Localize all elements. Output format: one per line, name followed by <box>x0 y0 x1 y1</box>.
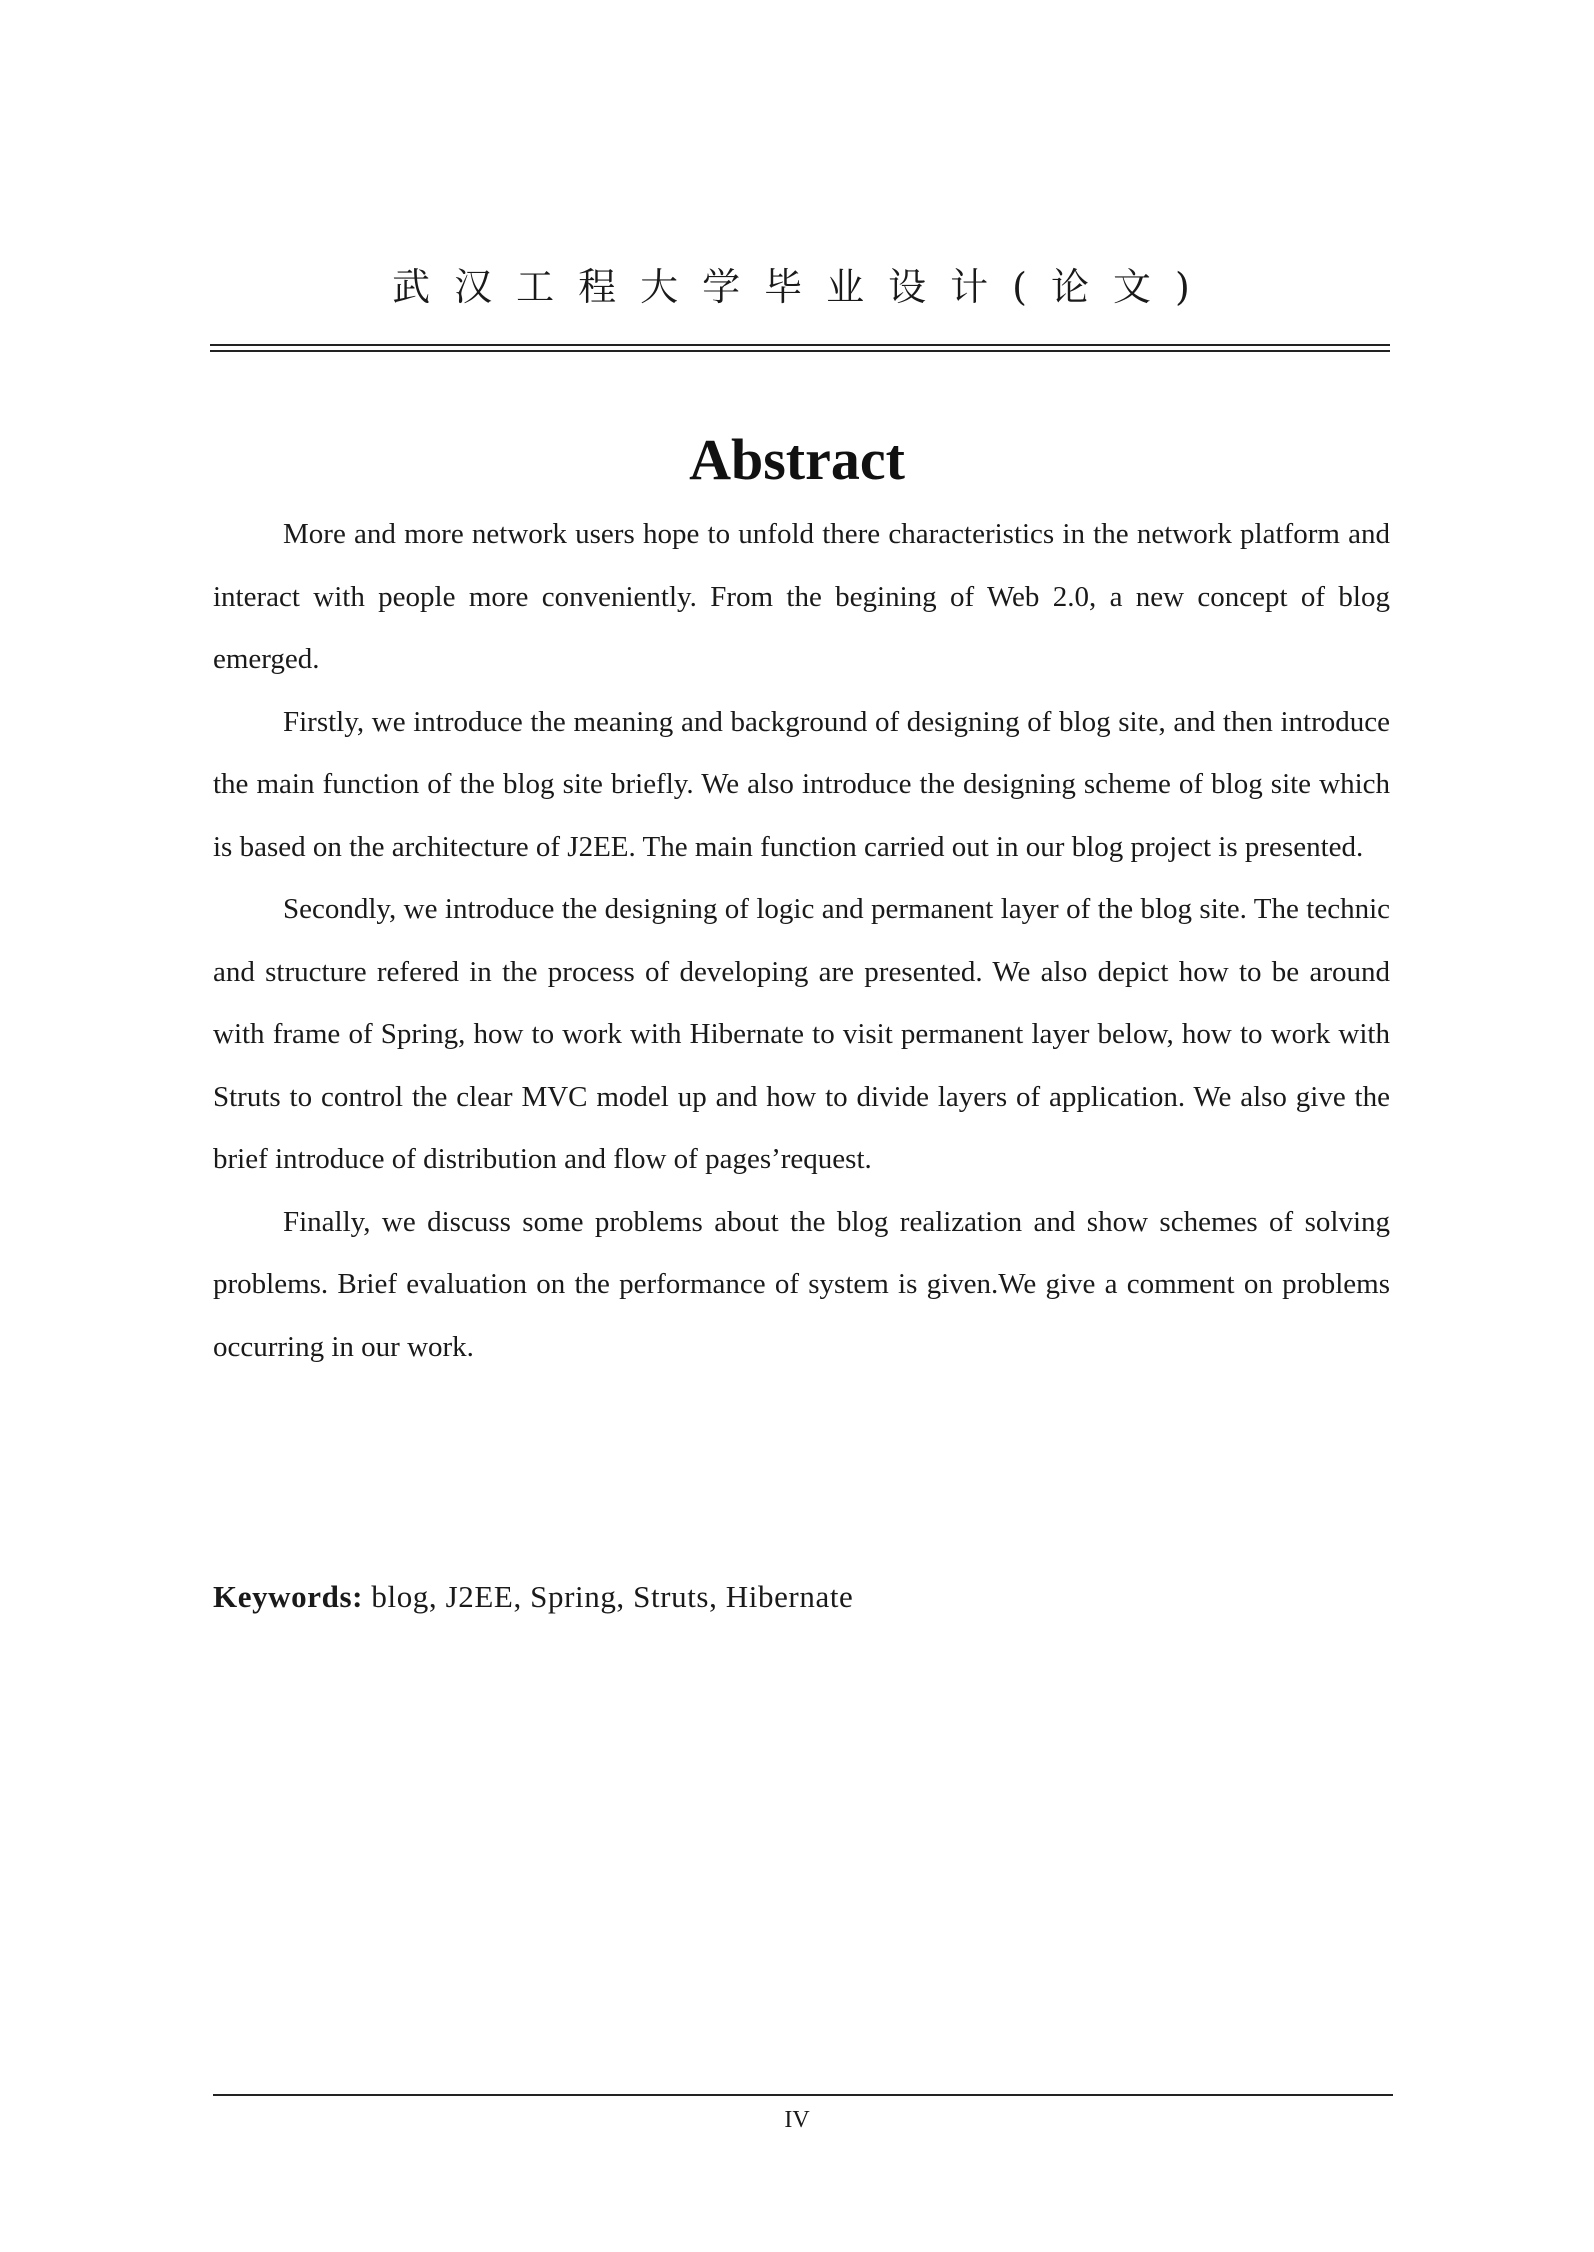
abstract-paragraph-3: Secondly, we introduce the designing of logic and permanent layer of the blog site. The technic and structure refered in the process of developing are presented. We also depict how to be around with frame of Spring, how to work with Hibernate to visit permanent layer below, how to work with Struts to control the clear MVC model up and how to divide layers of application. We also give the brief introduce of distribution and flow of pages’request. <box>213 893 1390 1175</box>
footer-rule <box>213 2094 1393 2096</box>
header-double-rule <box>210 344 1390 352</box>
page-header: 武汉工程大学毕业设计(论文) <box>392 265 1214 309</box>
abstract-body <box>213 503 1390 1378</box>
abstract-paragraph-4: Finally, we discuss some problems about the blog realization and show schemes of solving problems. Brief evaluation on the performance of system is given.We give a comment on problems occurring in our work. <box>213 1205 1390 1363</box>
abstract-paragraph-2: Firstly, we introduce the meaning and background of designing of blog site, and then introduce the main function of the blog site briefly. We also introduce the designing scheme of blog site which is based on the architecture of J2EE. The main function carried out in our blog project is presented. <box>213 705 1390 863</box>
page-number: IV <box>784 2107 810 2133</box>
keywords-line <box>213 1567 1390 1627</box>
abstract-paragraph-1: More and more network users hope to unfold there characteristics in the network platform and interact with people more conveniently. From the begining of Web 2.0, a new concept of blog emerged. <box>213 518 1390 675</box>
keywords-value: blog, J2EE, Spring, Struts, Hibernate <box>363 1579 854 1614</box>
abstract-title: Abstract <box>689 427 905 492</box>
keywords-label: Keywords: <box>213 1579 364 1614</box>
